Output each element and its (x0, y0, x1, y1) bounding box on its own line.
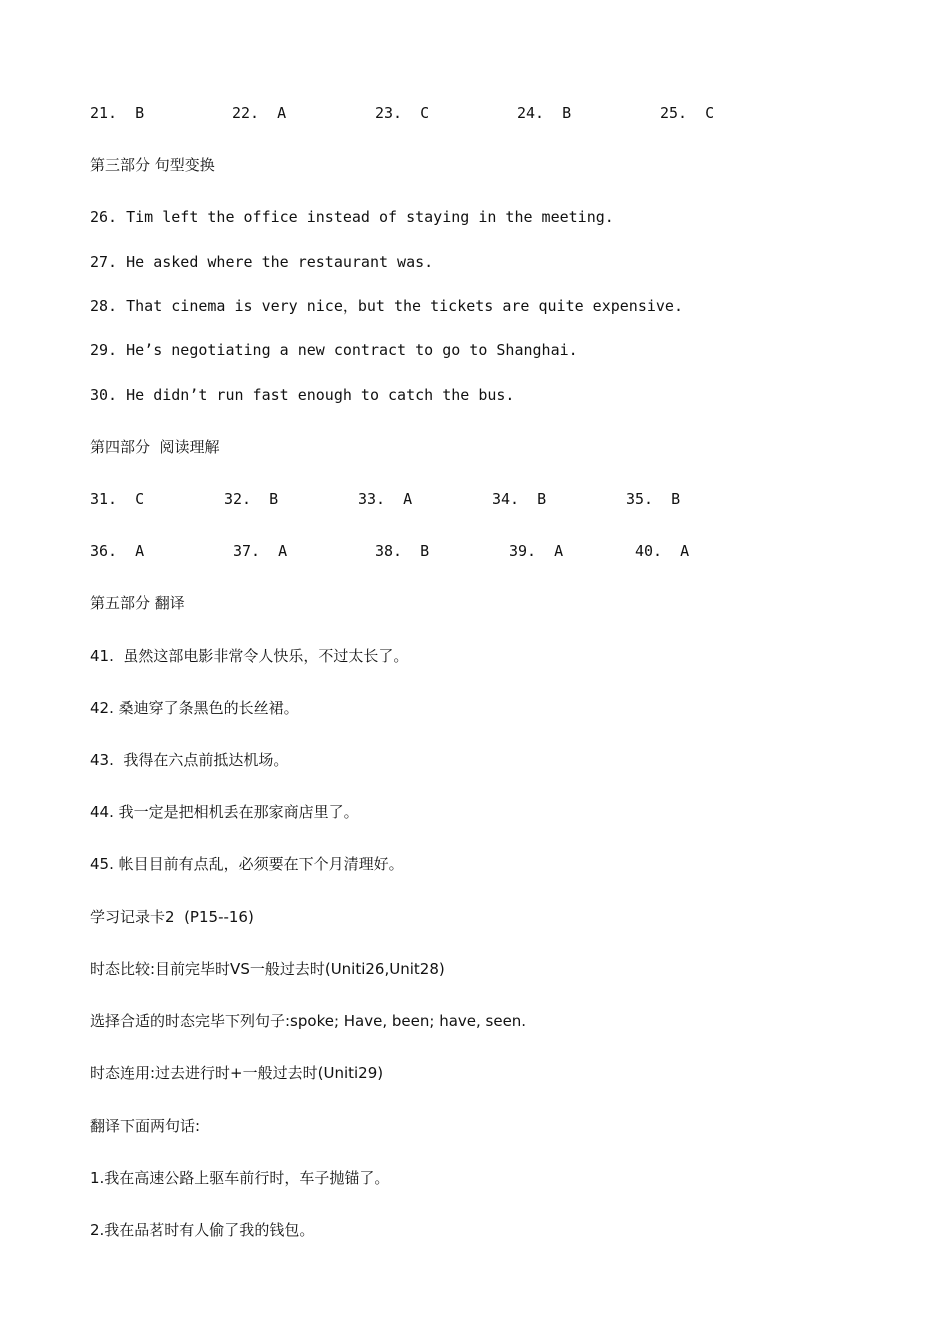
answer-item: 23. C (375, 104, 430, 122)
record-card-title: 学习记录卡2 (P15--16) (90, 908, 254, 926)
section-heading-part3: 第三部分 句型变换 (90, 156, 215, 174)
answer-row-21-25 (90, 103, 910, 123)
answer-item: 22. A (232, 104, 287, 122)
translation-item: 43. 我得在六点前抵达机场。 (90, 751, 289, 769)
answer-item: 36. A (90, 542, 145, 560)
answer-row-31-35 (90, 489, 910, 509)
answer-item: 34. B (492, 490, 547, 508)
answer-item: 39. A (509, 542, 564, 560)
answer-item: 33. A (358, 490, 413, 508)
translation-item: 45. 帐目目前有点乱，必须要在下个月清理好。 (90, 855, 404, 873)
answer-item: 24. B (517, 104, 572, 122)
sentence-item: 28. That cinema is very nice，but the tickets are quite expensive. (90, 297, 683, 315)
answer-item: 38. B (375, 542, 430, 560)
record-card-line: 时态比较:目前完毕时VS一般过去时(Uniti26,Unit28) (90, 960, 445, 978)
section-heading-part4: 第四部分 阅读理解 (90, 438, 220, 456)
record-card-line: 1.我在高速公路上驱车前行时，车子抛锚了。 (90, 1169, 390, 1187)
record-card-line: 2.我在品茗时有人偷了我的钱包。 (90, 1221, 315, 1239)
translation-item: 41. 虽然这部电影非常令人快乐，不过太长了。 (90, 647, 409, 665)
answer-item: 25. C (660, 104, 715, 122)
sentence-item: 26. Tim left the office instead of staying in the meeting. (90, 208, 614, 226)
record-card-line: 翻译下面两句话: (90, 1117, 201, 1135)
answer-item: 32. B (224, 490, 279, 508)
translation-item: 44. 我一定是把相机丢在那家商店里了。 (90, 803, 359, 821)
record-card-line: 选择合适的时态完毕下列句子:spoke; Have, been; have, seen. (90, 1012, 527, 1030)
answer-item: 31. C (90, 490, 145, 508)
record-card-line: 时态连用:过去进行时+一般过去时(Uniti29) (90, 1064, 384, 1082)
sentence-item: 27. He asked where the restaurant was. (90, 253, 434, 271)
answer-item: 40. A (635, 542, 690, 560)
answer-item: 35. B (626, 490, 681, 508)
sentence-item: 29. He’s negotiating a new contract to go to Shanghai. (90, 341, 578, 359)
sentence-item: 30. He didn’t run fast enough to catch the bus. (90, 386, 515, 404)
answer-row-36-40 (90, 541, 910, 561)
section-heading-part5: 第五部分 翻译 (90, 594, 185, 612)
answer-item: 21. B (90, 104, 145, 122)
answer-item: 37. A (233, 542, 288, 560)
translation-item: 42. 桑迪穿了条黑色的长丝裙。 (90, 699, 299, 717)
